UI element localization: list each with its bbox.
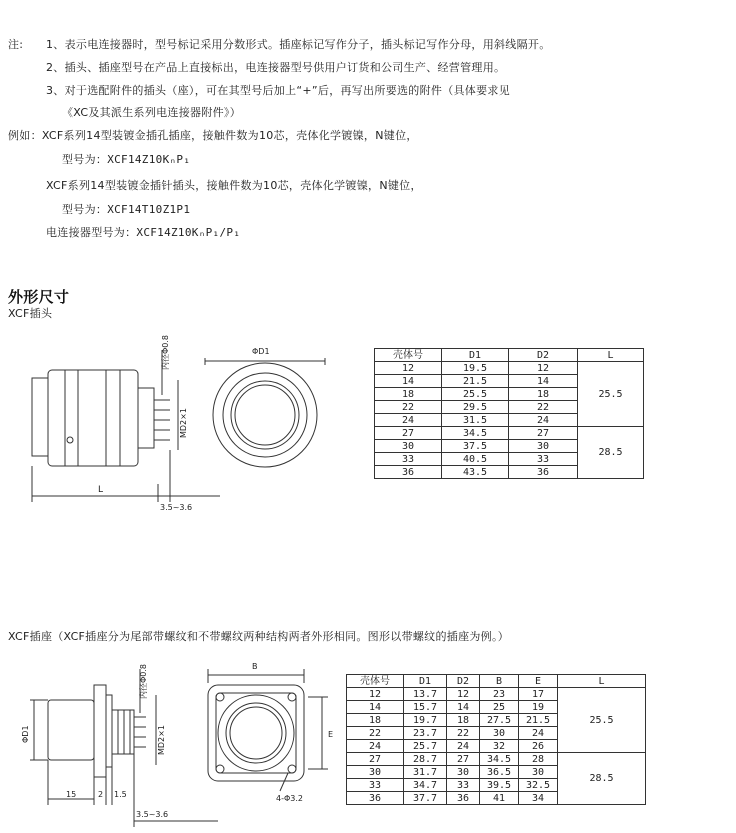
- table-cell: 32.5: [519, 779, 558, 792]
- table-cell: 37.7: [404, 792, 447, 805]
- plug-L-label: L: [98, 485, 104, 495]
- table-cell: 41: [480, 792, 519, 805]
- table-cell: 22: [509, 401, 578, 414]
- col-header: L: [558, 675, 646, 688]
- table-cell: 34: [519, 792, 558, 805]
- L-value: 28.5: [558, 753, 646, 805]
- example-1: 例如：XCF系列14型装镀金插孔插座，接触件数为10芯，壳体化学镀镍，N键位，: [8, 129, 418, 142]
- table-cell: 36: [375, 466, 442, 479]
- table-cell: 22: [375, 401, 442, 414]
- socket-inner-label: 内径Φ0.8: [139, 663, 148, 699]
- table-cell: 23.7: [404, 727, 447, 740]
- socket-2-label: 2: [98, 790, 104, 799]
- col-header: D1: [404, 675, 447, 688]
- col-header: 壳体号: [375, 349, 442, 362]
- col-header: D2: [447, 675, 480, 688]
- socket-spec-table: [346, 674, 646, 805]
- table-cell: 12: [509, 362, 578, 375]
- table-cell: 28.7: [404, 753, 447, 766]
- table-cell: 14: [347, 701, 404, 714]
- table-cell: 27: [375, 427, 442, 440]
- example-1-model: 型号为：XCF14Z10KₙP₁: [62, 153, 191, 166]
- table-cell: 19.7: [404, 714, 447, 727]
- table-cell: 13.7: [404, 688, 447, 701]
- table-cell: 30: [509, 440, 578, 453]
- table-cell: 37.5: [442, 440, 509, 453]
- table-cell: 43.5: [442, 466, 509, 479]
- table-cell: 24: [447, 740, 480, 753]
- table-cell: 26: [519, 740, 558, 753]
- col-header: D1: [442, 349, 509, 362]
- table-cell: 24: [509, 414, 578, 427]
- section-title: 外形尺寸: [8, 288, 70, 306]
- note-2: 2、插头、插座型号在产品上直接标出，电连接器型号供用户订货和公司生产、经营管理用。: [46, 61, 506, 74]
- table-cell: 27: [509, 427, 578, 440]
- table-cell: 25.5: [442, 388, 509, 401]
- table-cell: 12: [447, 688, 480, 701]
- socket-dim-label: 3.5~3.6: [136, 810, 169, 819]
- socket-1-5-label: 1.5: [114, 790, 127, 799]
- table-row: [347, 688, 646, 701]
- table-cell: 19: [519, 701, 558, 714]
- table-cell: 18: [347, 714, 404, 727]
- col-header: D2: [509, 349, 578, 362]
- table-cell: 25: [480, 701, 519, 714]
- table-cell: 30: [480, 727, 519, 740]
- table-cell: 34.5: [442, 427, 509, 440]
- table-cell: 39.5: [480, 779, 519, 792]
- table-cell: 36.5: [480, 766, 519, 779]
- table-cell: 29.5: [442, 401, 509, 414]
- plug-spec-table: [374, 348, 644, 479]
- table-cell: 27.5: [480, 714, 519, 727]
- table-cell: 32: [480, 740, 519, 753]
- plug-inner-label: 内径Φ0.8: [161, 334, 170, 370]
- table-cell: 28: [519, 753, 558, 766]
- note-3: 3、对于选配附件的插头（座），可在其型号后加上“+”后，再写出所要选的附件（具体要求见: [46, 84, 511, 97]
- table-cell: 21.5: [442, 375, 509, 388]
- table-cell: 21.5: [519, 714, 558, 727]
- table-cell: 24: [519, 727, 558, 740]
- table-cell: 27: [347, 753, 404, 766]
- table-cell: 31.7: [404, 766, 447, 779]
- table-cell: 30: [375, 440, 442, 453]
- socket-holes-label: 4-Φ3.2: [276, 794, 303, 803]
- table-cell: 25.7: [404, 740, 447, 753]
- table-cell: 33: [509, 453, 578, 466]
- table-row: [375, 427, 644, 440]
- notes-label: 注:: [8, 38, 24, 51]
- table-cell: 31.5: [442, 414, 509, 427]
- table-cell: 12: [375, 362, 442, 375]
- table-cell: 15.7: [404, 701, 447, 714]
- table-cell: 24: [347, 740, 404, 753]
- table-cell: 33: [447, 779, 480, 792]
- table-cell: 14: [447, 701, 480, 714]
- L-value: 25.5: [578, 362, 644, 427]
- socket-drawing: [18, 655, 348, 830]
- socket-md-label: MD2×1: [157, 725, 166, 755]
- table-cell: 14: [509, 375, 578, 388]
- table-cell: 19.5: [442, 362, 509, 375]
- table-cell: 27: [447, 753, 480, 766]
- L-value: 28.5: [578, 427, 644, 479]
- table-cell: 14: [375, 375, 442, 388]
- L-value: 25.5: [558, 688, 646, 753]
- table-cell: 17: [519, 688, 558, 701]
- table-cell: 30: [447, 766, 480, 779]
- table-cell: 34.7: [404, 779, 447, 792]
- col-header: L: [578, 349, 644, 362]
- table-cell: 12: [347, 688, 404, 701]
- table-cell: 23: [480, 688, 519, 701]
- table-cell: 36: [509, 466, 578, 479]
- socket-subtitle: XCF插座（XCF插座分为尾部带螺纹和不带螺纹两种结构两者外形相同。图形以带螺纹的插座为例。）: [8, 630, 510, 643]
- table-cell: 24: [375, 414, 442, 427]
- plug-md-label: MD2×1: [179, 408, 188, 438]
- socket-B-label: B: [252, 662, 258, 671]
- table-cell: 18: [509, 388, 578, 401]
- table-cell: 33: [375, 453, 442, 466]
- socket-15-label: 15: [66, 790, 77, 799]
- socket-phi-label: ΦD1: [21, 725, 30, 743]
- col-header: E: [519, 675, 558, 688]
- table-cell: 18: [447, 714, 480, 727]
- table-cell: 33: [347, 779, 404, 792]
- table-cell: 18: [375, 388, 442, 401]
- plug-phi-label: ΦD1: [252, 347, 270, 356]
- note-3-cont: 《XC及其派生系列电连接器附件》）: [62, 106, 242, 119]
- table-row: [347, 753, 646, 766]
- table-cell: 36: [347, 792, 404, 805]
- plug-subtitle: XCF插头: [8, 307, 53, 320]
- plug-dim-label: 3.5~3.6: [160, 503, 193, 512]
- table-cell: 40.5: [442, 453, 509, 466]
- plug-drawing: [20, 330, 360, 520]
- note-1: 1、表示电连接器时，型号标记采用分数形式。插座标记写作分子，插头标记写作分母，用斜线隔开。: [46, 38, 551, 51]
- table-row: [375, 362, 644, 375]
- socket-E-label: E: [328, 730, 334, 739]
- table-cell: 22: [347, 727, 404, 740]
- col-header: B: [480, 675, 519, 688]
- example-2: XCF系列14型装镀金插针插头，接触件数为10芯，壳体化学镀镍，N键位，: [46, 179, 422, 192]
- table-cell: 34.5: [480, 753, 519, 766]
- example-2-model: 型号为：XCF14T10Z1P1: [62, 203, 191, 216]
- col-header: 壳体号: [347, 675, 404, 688]
- table-cell: 30: [519, 766, 558, 779]
- table-cell: 22: [447, 727, 480, 740]
- connector-model: 电连接器型号为：XCF14Z10KₙP₁/P₁: [46, 226, 241, 239]
- table-cell: 36: [447, 792, 480, 805]
- table-cell: 30: [347, 766, 404, 779]
